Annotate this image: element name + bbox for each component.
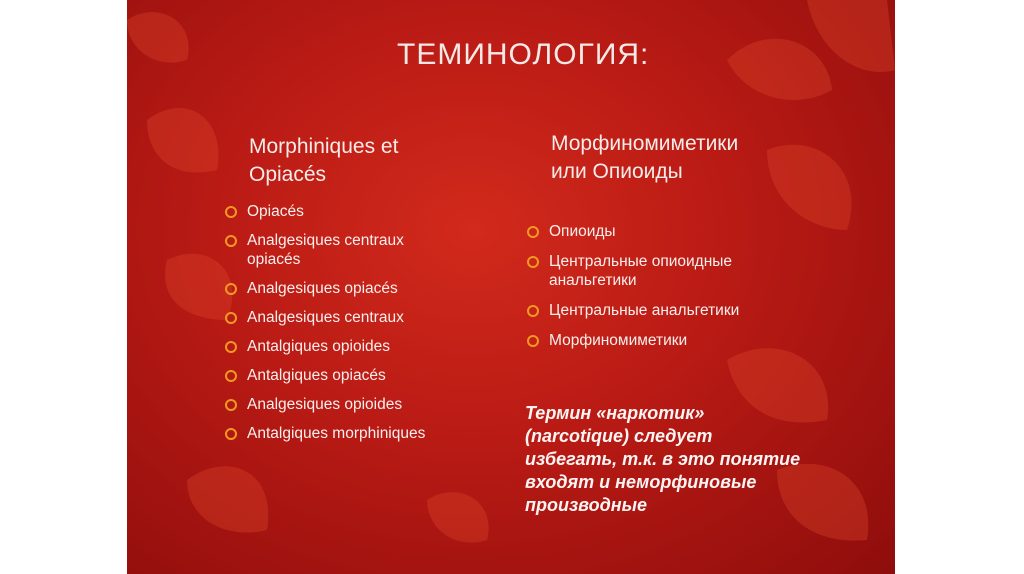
right-column-heading bbox=[551, 130, 738, 186]
bullet-icon bbox=[225, 399, 237, 411]
list-item: Opiacés bbox=[223, 202, 503, 221]
left-heading-line2: Opiacés bbox=[249, 163, 327, 186]
left-term-list bbox=[223, 202, 503, 453]
bullet-icon bbox=[527, 335, 539, 347]
page-title: ТЕМИНОЛОГИЯ: bbox=[397, 38, 650, 71]
bullet-icon bbox=[225, 428, 237, 440]
list-item: Analgesiques opiacés bbox=[223, 279, 503, 298]
bullet-icon bbox=[527, 256, 539, 268]
left-column-heading bbox=[249, 133, 398, 189]
list-item: Морфиномиметики bbox=[525, 331, 825, 350]
bullet-icon bbox=[225, 370, 237, 382]
list-item: Antalgiques opioides bbox=[223, 337, 503, 356]
bullet-icon bbox=[225, 341, 237, 353]
list-item: Analgesiques centraux bbox=[223, 308, 503, 327]
bullet-icon bbox=[527, 305, 539, 317]
right-heading-line2: или Опиоиды bbox=[551, 160, 683, 183]
list-item: Центральные анальгетики bbox=[525, 301, 825, 320]
list-item: Центральные опиоидные анальгетики bbox=[525, 252, 825, 290]
list-item: Analgesiques centraux opiacés bbox=[223, 231, 503, 269]
bullet-icon bbox=[225, 283, 237, 295]
right-term-list bbox=[525, 222, 825, 361]
bullet-icon bbox=[225, 312, 237, 324]
bullet-icon bbox=[527, 226, 539, 238]
slide bbox=[127, 0, 895, 574]
right-heading-line1: Морфиномиметики bbox=[551, 132, 739, 155]
left-heading-line1: Morphiniques et bbox=[249, 135, 399, 158]
list-item: Опиоиды bbox=[525, 222, 825, 241]
list-item: Analgesiques opioides bbox=[223, 395, 503, 414]
narcotic-term-note: Термин «наркотик» (narcotique) следует избегать, т.к. в это понятие входят и неморфиновые производные bbox=[525, 403, 801, 515]
list-item: Antalgiques opiacés bbox=[223, 366, 503, 385]
bullet-icon bbox=[225, 206, 237, 218]
bullet-icon bbox=[225, 235, 237, 247]
list-item: Antalgiques morphiniques bbox=[223, 424, 503, 443]
